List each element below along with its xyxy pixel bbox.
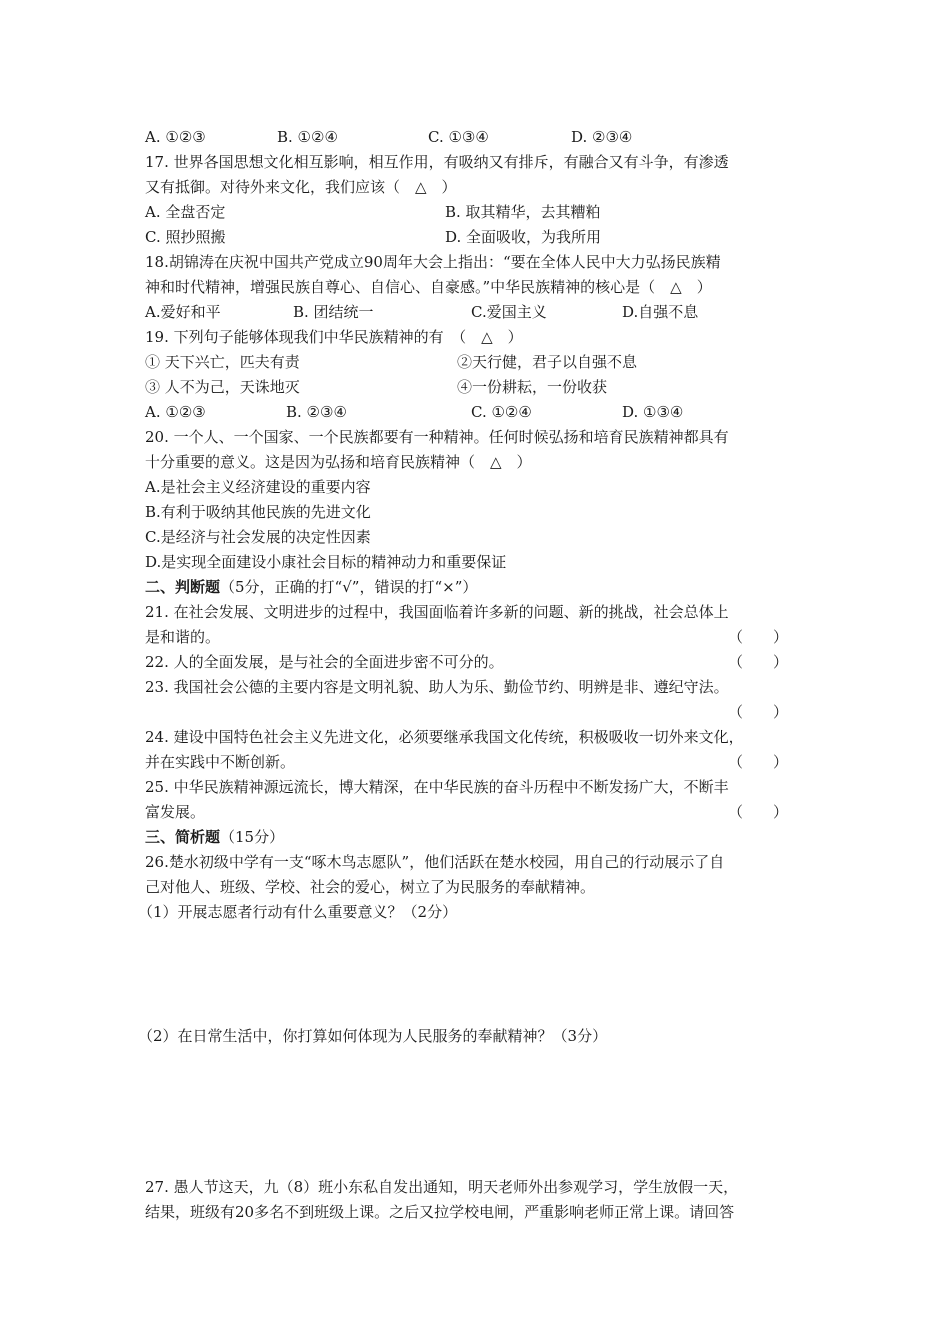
section3-title: 三、简析题	[145, 828, 221, 846]
q20-option-c: C.是经济与社会发展的决定性因素	[145, 528, 371, 546]
q16-option-c: C. ①③④	[428, 128, 489, 146]
q19-option-b: B. ②③④	[286, 403, 347, 421]
q17-option-c: C. 照抄照搬	[145, 228, 226, 246]
q26-line1: 26.楚水初级中学有一支“啄木鸟志愿队”，他们活跃在楚水校园，用自己的行动展示了自	[145, 853, 725, 871]
section3-note: （15分）	[220, 828, 285, 846]
q23-answer-blank[interactable]: （ ）	[728, 703, 789, 721]
q18-stem-line2: 神和时代精神，增强民族自尊心、自信心、自豪感。”中华民族精神的核心是（ △ ）	[145, 278, 712, 296]
q17-stem-line1: 17. 世界各国思想文化相互影响，相互作用，有吸纳又有排斥，有融合又有斗争，有渗透	[145, 153, 729, 171]
q25-answer-blank[interactable]: （ ）	[728, 803, 789, 821]
q25-line1: 25. 中华民族精神源远流长，博大精深，在中华民族的奋斗历程中不断发扬广大，不断丰	[145, 778, 729, 796]
q17-option-b: B. 取其精华，去其糟粕	[445, 203, 601, 221]
q19-item-1: ① 天下兴亡，匹夫有责	[145, 353, 300, 371]
q16-option-b: B. ①②④	[277, 128, 338, 146]
q26-subquestion-2: （2）在日常生活中，你打算如何体现为人民服务的奉献精神？（3分）	[138, 1027, 608, 1045]
q24-line2: 并在实践中不断创新。	[145, 753, 296, 771]
q17-option-d: D. 全面吸收，为我所用	[445, 228, 602, 246]
q21-answer-blank[interactable]: （ ）	[728, 628, 789, 646]
q19-option-a: A. ①②③	[145, 403, 206, 421]
q19-stem: 19. 下列句子能够体现我们中华民族精神的有 （ △ ）	[145, 328, 523, 346]
q21-line1: 21. 在社会发展、文明进步的过程中，我国面临着许多新的问题、新的挑战，社会总体上	[145, 603, 729, 621]
q21-line2: 是和谐的。	[145, 628, 221, 646]
q18-stem-line1: 18.胡锦涛在庆祝中国共产党成立90周年大会上指出：“要在全体人民中大力弘扬民族精	[145, 253, 721, 271]
q22-answer-blank[interactable]: （ ）	[728, 653, 789, 671]
section2-note: （5分，正确的打“√”，错误的打“×”）	[220, 578, 478, 596]
q19-item-3: ③ 人不为己，天诛地灭	[145, 378, 300, 396]
q17-option-a: A. 全盘否定	[145, 203, 226, 221]
q20-stem-line2: 十分重要的意义。这是因为弘扬和培育民族精神（ △ ）	[145, 453, 532, 471]
q24-answer-blank[interactable]: （ ）	[728, 753, 789, 771]
q24-line1: 24. 建设中国特色社会主义先进文化，必须要继承我国文化传统，积极吸收一切外来文化，	[145, 728, 744, 746]
q20-stem-line1: 20. 一个人、一个国家、一个民族都要有一种精神。任何时候弘扬和培育民族精神都具有	[145, 428, 729, 446]
q18-option-a: A.爱好和平	[145, 303, 221, 321]
q23-line: 23. 我国社会公德的主要内容是文明礼貌、助人为乐、勤俭节约、明辨是非、遵纪守法。	[145, 678, 729, 696]
q16-option-d: D. ②③④	[571, 128, 633, 146]
q26-subquestion-1: （1）开展志愿者行动有什么重要意义？（2分）	[138, 903, 458, 921]
q27-line1: 27. 愚人节这天，九（8）班小东私自发出通知，明天老师外出参观学习，学生放假一天，	[145, 1178, 739, 1196]
q19-option-d: D. ①③④	[622, 403, 684, 421]
q26-line2: 己对他人、班级、学校、社会的爱心，树立了为民服务的奉献精神。	[145, 878, 596, 896]
q19-item-4: ④一份耕耘，一份收获	[457, 378, 608, 396]
q22-line: 22. 人的全面发展，是与社会的全面进步密不可分的。	[145, 653, 504, 671]
section2-heading	[145, 577, 477, 597]
q20-option-a: A.是社会主义经济建设的重要内容	[145, 478, 371, 496]
q20-option-b: B.有利于吸纳其他民族的先进文化	[145, 503, 371, 521]
q17-stem-line2: 又有抵御。对待外来文化，我们应该（ △ ）	[145, 178, 457, 196]
q27-line2: 结果，班级有20多名不到班级上课。之后又拉学校电闸，严重影响老师正常上课。请回答	[145, 1203, 735, 1221]
section3-heading	[145, 827, 284, 847]
q25-line2: 富发展。	[145, 803, 206, 821]
q18-option-b: B. 团结统一	[293, 303, 374, 321]
section2-title: 二、判断题	[145, 578, 221, 596]
q20-option-d: D.是实现全面建设小康社会目标的精神动力和重要保证	[145, 553, 507, 571]
q18-option-d: D.自强不息	[622, 303, 699, 321]
q16-option-a: A. ①②③	[145, 128, 206, 146]
q18-option-c: C.爱国主义	[471, 303, 547, 321]
q19-item-2: ②天行健，君子以自强不息	[457, 353, 638, 371]
q19-option-c: C. ①②④	[471, 403, 532, 421]
